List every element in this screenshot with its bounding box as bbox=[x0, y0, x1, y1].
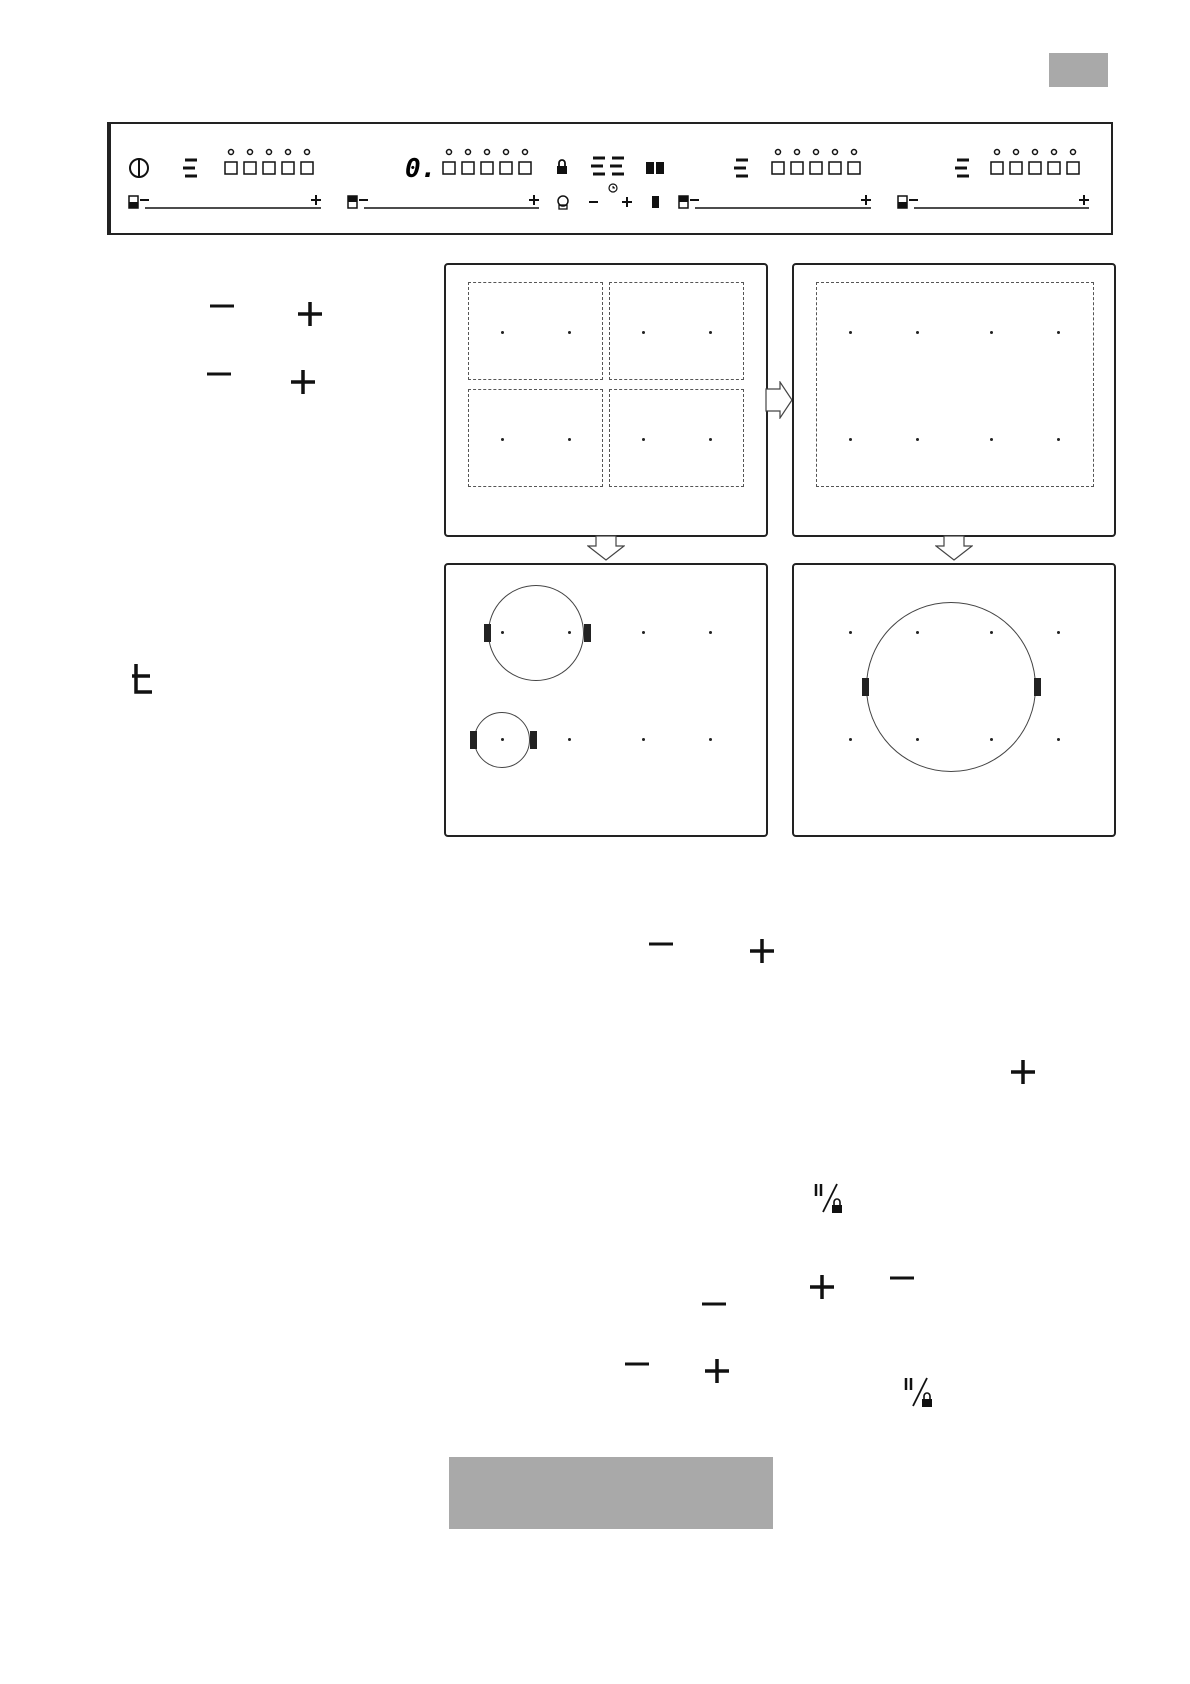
zone-slider-3 bbox=[679, 195, 871, 208]
plus-icon bbox=[1009, 1058, 1037, 1086]
timer-icon bbox=[589, 184, 632, 207]
power-level-boxes-icon-3 bbox=[772, 150, 860, 175]
pan-circle bbox=[866, 602, 1036, 772]
minus-icon bbox=[700, 1296, 730, 1316]
timer-display-icon bbox=[591, 158, 624, 174]
plus-icon bbox=[296, 300, 324, 328]
minus-icon bbox=[647, 936, 677, 956]
timer-t-icon bbox=[130, 662, 156, 696]
plus-icon bbox=[748, 937, 776, 965]
minus-icon bbox=[888, 1270, 918, 1290]
heat-level-icon-4 bbox=[955, 160, 969, 176]
control-panel-drawing bbox=[111, 124, 1111, 233]
minus-icon bbox=[208, 298, 238, 318]
cooking-zone bbox=[609, 389, 744, 487]
chef-icon bbox=[558, 196, 568, 209]
bridged-cooking-zone bbox=[816, 282, 1094, 487]
zone-slider-4 bbox=[898, 195, 1089, 208]
power-icon bbox=[130, 158, 148, 178]
power-level-boxes-icon-4 bbox=[991, 150, 1079, 175]
plus-icon bbox=[703, 1357, 731, 1385]
zone-slider-2 bbox=[348, 195, 539, 208]
page-number-tab bbox=[1049, 53, 1108, 87]
control-panel-diagram bbox=[107, 122, 1113, 235]
heat-level-icon-3 bbox=[734, 160, 748, 176]
large-circle-hob bbox=[792, 563, 1116, 837]
bottom-gray-box bbox=[449, 1457, 773, 1529]
arrow-right-icon bbox=[765, 381, 793, 419]
minus-icon bbox=[205, 366, 235, 386]
arrow-down-icon bbox=[935, 535, 973, 561]
arrow-down-icon bbox=[587, 535, 625, 561]
pause-lock-icon bbox=[813, 1182, 847, 1216]
bridge-icon bbox=[646, 162, 664, 174]
cooking-zone bbox=[468, 282, 603, 380]
two-circle-hob bbox=[444, 563, 768, 837]
cooking-zone bbox=[468, 389, 603, 487]
minus-icon bbox=[623, 1356, 653, 1376]
four-zone-hob bbox=[444, 263, 768, 537]
power-level-boxes-icon bbox=[225, 150, 313, 175]
display-digit: 0. bbox=[405, 154, 437, 184]
heat-level-icon bbox=[183, 160, 197, 176]
lock-icon bbox=[557, 160, 567, 174]
power-level-boxes-icon-2 bbox=[443, 150, 531, 175]
zone-slider-1 bbox=[129, 195, 321, 208]
cooking-zone bbox=[609, 282, 744, 380]
plus-icon bbox=[289, 368, 317, 396]
timer-slot-icon bbox=[652, 196, 659, 208]
plus-icon bbox=[808, 1273, 836, 1301]
bridged-hob bbox=[792, 263, 1116, 537]
pause-lock-icon bbox=[903, 1376, 937, 1410]
